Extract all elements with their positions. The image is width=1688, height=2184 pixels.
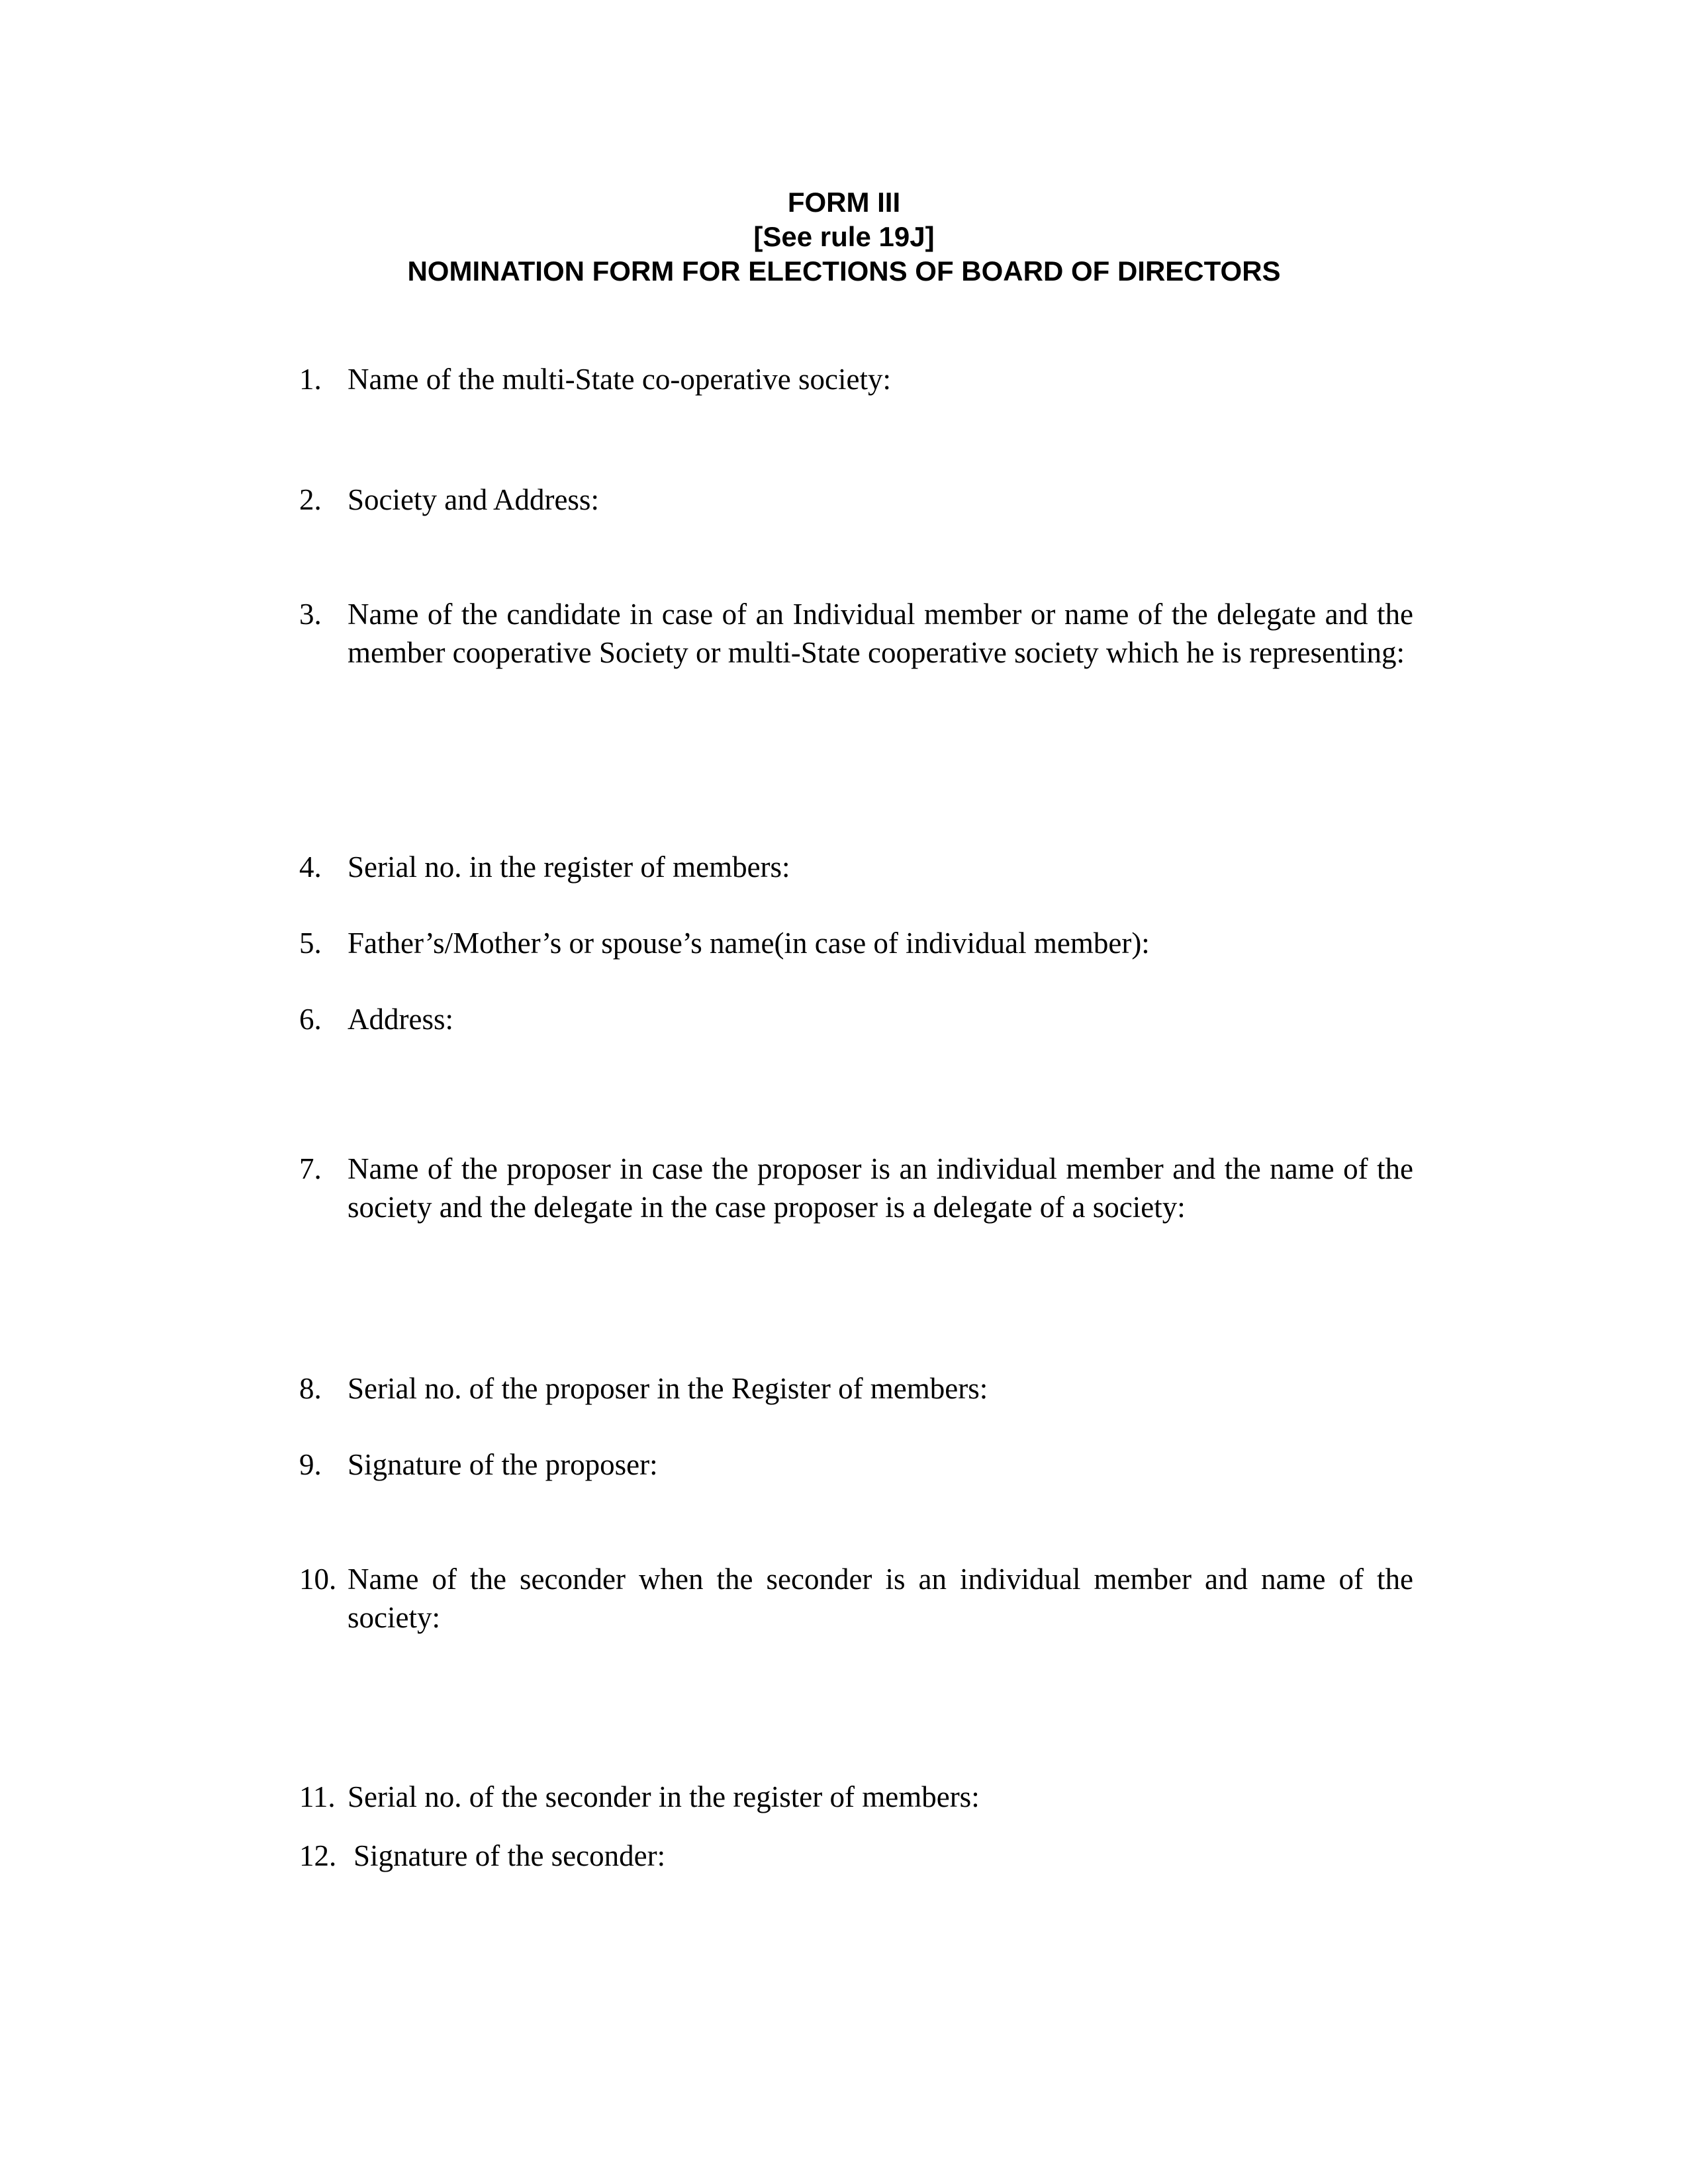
- form-heading: NOMINATION FORM FOR ELECTIONS OF BOARD OF DIRECTORS: [407, 255, 1281, 287]
- item-number: 2.: [299, 483, 322, 516]
- item-number: 6.: [299, 1003, 322, 1036]
- item-number: 8.: [299, 1372, 322, 1405]
- form-item-5: [299, 924, 1413, 962]
- form-item-2: [299, 480, 1413, 519]
- item-number: 11.: [299, 1780, 336, 1813]
- item-text: Signature of the seconder:: [353, 1839, 666, 1872]
- item-text: Address:: [348, 1003, 453, 1036]
- item-number: 3.: [299, 598, 322, 631]
- item-text: Signature of the proposer:: [348, 1448, 658, 1481]
- item-number: 7.: [299, 1152, 322, 1185]
- item-number: 4.: [299, 850, 322, 884]
- form-item-1: [299, 360, 1413, 398]
- form-title: FORM III: [787, 187, 901, 218]
- item-text: Father’s/Mother’s or spouse’s name(in case of individual member):: [348, 927, 1150, 960]
- form-item-6: [299, 1000, 1413, 1038]
- item-text: Name of the multi-State co-operative society:: [348, 363, 891, 396]
- form-item-10: [299, 1560, 1413, 1637]
- item-number: 12.: [299, 1839, 337, 1872]
- item-text: Name of the candidate in case of an Individual member or name of the delegate and the member cooperative Society or multi-State cooperative society which he is representing:: [348, 598, 1413, 669]
- form-item-7: [299, 1150, 1413, 1226]
- form-item-9: [299, 1445, 1413, 1484]
- form-item-8: [299, 1369, 1413, 1408]
- item-number: 5.: [299, 927, 322, 960]
- form-item-11: [299, 1778, 1413, 1816]
- item-text: Serial no. of the seconder in the register of members:: [348, 1780, 980, 1813]
- form-item-3: [299, 595, 1413, 672]
- item-text: Name of the seconder when the seconder is an individual member and name of the society:: [348, 1563, 1413, 1634]
- item-text: Name of the proposer in case the proposer is an individual member and the name of the society and the delegate in the case proposer is a delegate of a society:: [348, 1152, 1413, 1224]
- item-text: Serial no. of the proposer in the Register of members:: [348, 1372, 988, 1405]
- form-item-12: [299, 1837, 1413, 1875]
- item-number: 9.: [299, 1448, 322, 1481]
- item-text: Serial no. in the register of members:: [348, 850, 790, 884]
- rule-reference: [See rule 19J]: [753, 221, 935, 252]
- form-item-4: [299, 848, 1413, 886]
- item-number: 1.: [299, 363, 322, 396]
- item-text: Society and Address:: [348, 483, 599, 516]
- item-number: 10.: [299, 1563, 337, 1596]
